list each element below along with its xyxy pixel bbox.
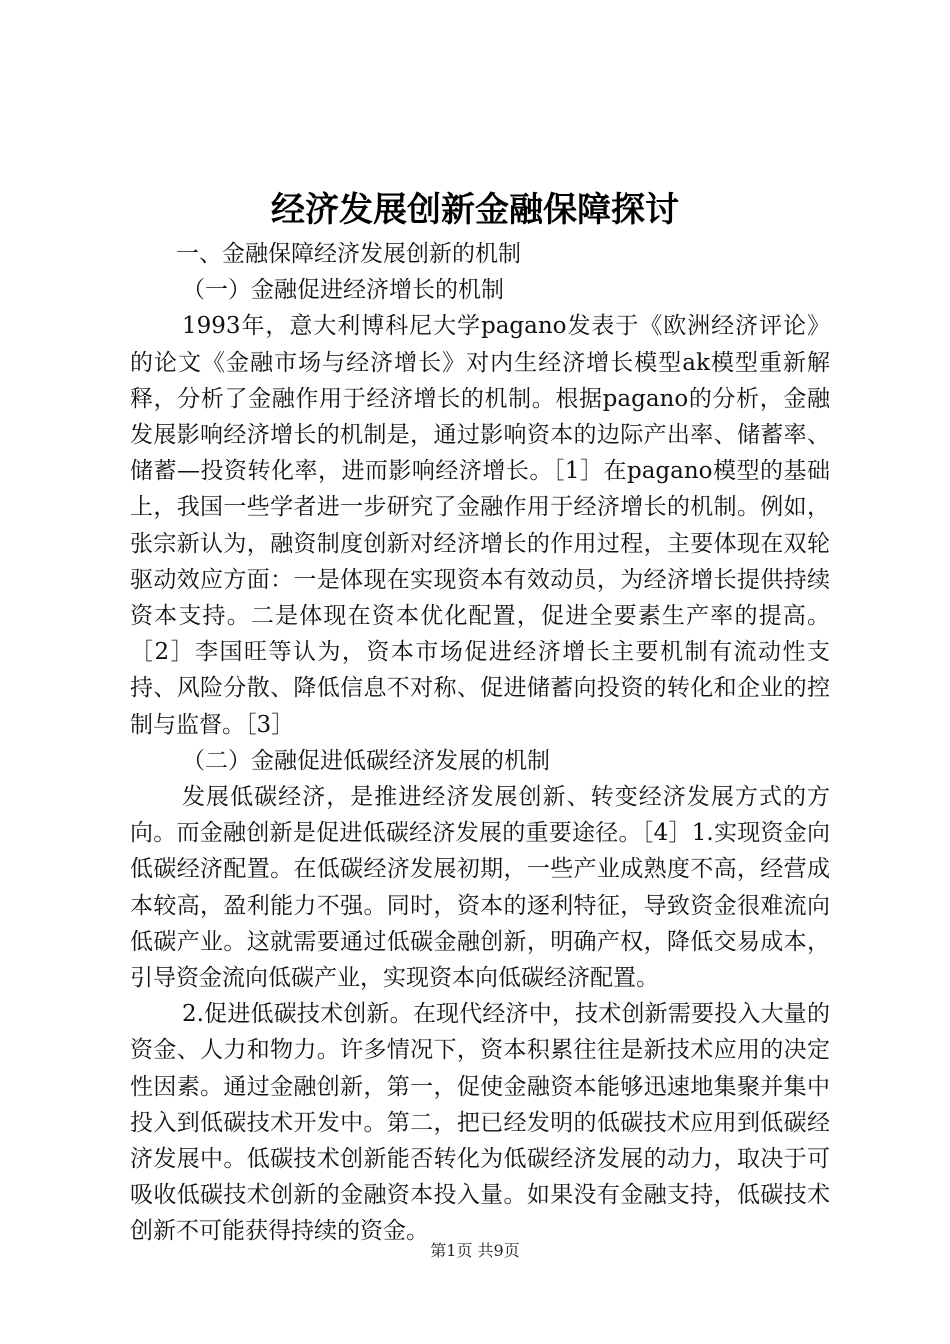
page-number-footer: 第1页 共9页 <box>430 1241 520 1260</box>
document-body <box>130 236 830 1250</box>
section-heading: 一、金融保障经济发展创新的机制 <box>176 241 521 267</box>
subsection-heading: （一）金融促进经济增长的机制 <box>182 277 504 304</box>
body-paragraph: 发展低碳经济，是推进经济发展创新、转变经济发展方式的方向。而金融创新是促进低碳经济发展的重要途径。［4］1.实现资金向低碳经济配置。在低碳经济发展初期，一些产业成熟度不高，经营成本较高，盈利能力不强。同时，资本的逐利特征，导致资金很难流向低碳产业。这就需要通过低碳金融创新，明确产权，降低交易成本，引导资金流向低碳产业，实现资本向低碳经济配置。 <box>130 784 830 992</box>
subsection-heading: （二）金融促进低碳经济发展的机制 <box>182 747 550 774</box>
body-paragraph: 2.促进低碳技术创新。在现代经济中，技术创新需要投入大量的资金、人力和物力。许多情况下，资本积累往往是新技术应用的决定性因素。通过金融创新，第一，促使金融资本能够迅速地集聚并集中投入到低碳技术开发中。第二，把已经发明的低碳技术应用到低碳经济发展中。低碳技术创新能否转化为低碳经济发展的动力，取决于可吸收低碳技术创新的金融资本投入量。如果没有金融支持，低碳技术创新不可能获得持续的资金。 <box>130 1001 830 1245</box>
document-title: 经济发展创新金融保障探讨 <box>271 190 679 230</box>
body-paragraph: 1993年，意大利博科尼大学pagano发表于《欧洲经济评论》的论文《金融市场与经济增长》对内生经济增长模型ak模型重新解释，分析了金融作用于经济增长的机制。根据pagano的分析，金融发展影响经济增长的机制是，通过影响资本的边际产出率、储蓄率、储蓄—投资转化率，进而影响经济增长。［1］在pagano模型的基础上，我国一些学者进一步研究了金融作用于经济增长的机制。例如，张宗新认为，融资制度创新对经济增长的作用过程，主要体现在双轮驱动效应方面：一是体现在实现资本有效动员，为经济增长提供持续资本支持。二是体现在资本优化配置，促进全要素生产率的提高。［2］李国旺等认为，资本市场促进经济增长主要机制有流动性支持、风险分散、降低信息不对称、促进储蓄向投资的转化和企业的控制与监督。［3］ <box>130 313 830 738</box>
